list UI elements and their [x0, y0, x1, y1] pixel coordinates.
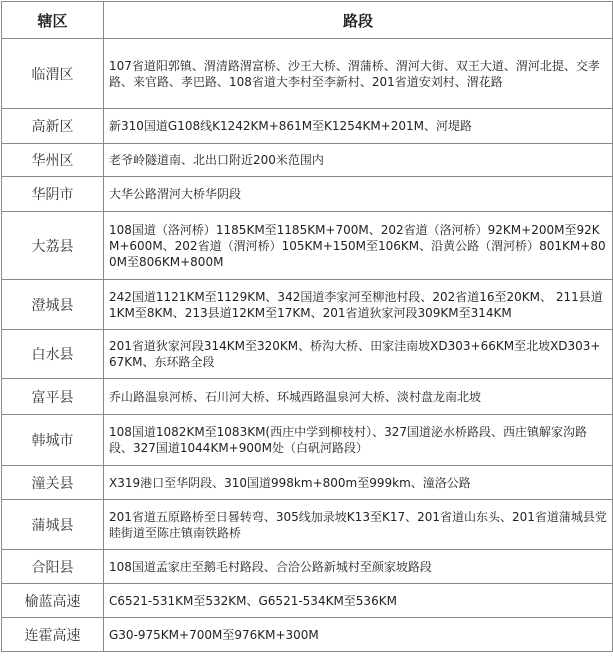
- header-district: 辖区: [2, 2, 104, 39]
- route-cell: X319港口至华阴段、310国道998km+800m至999km、潼洛公路: [104, 466, 613, 500]
- route-cell: G30-975KM+700M至976KM+300M: [104, 618, 613, 652]
- district-cell: 华阴市: [2, 177, 104, 212]
- table-row: [2, 109, 613, 144]
- route-cell: 大华公路渭河大桥华阴段: [104, 177, 613, 212]
- route-cell: 新310国道G108线K1242KM+861M至K1254KM+201M、河堤路: [104, 109, 613, 144]
- route-cell: 242国道1121KM至1129KM、342国道李家河至柳池村段、202省道16至20KM、 211县道1KM至8KM、213县道12KM至17KM、201省道狄家河段309KM至314KM: [104, 280, 613, 330]
- table-row: [2, 466, 613, 500]
- district-cell: 榆蓝高速: [2, 584, 104, 618]
- table-row: [2, 379, 613, 415]
- route-cell: 乔山路温泉河桥、石川河大桥、环城西路温泉河大桥、淡村盘龙南北坡: [104, 379, 613, 415]
- route-cell: 201省道狄家河段314KM至320KM、桥沟大桥、田家洼南坡XD303+66KM至北坡XD303+67KM、东环路全段: [104, 330, 613, 379]
- district-cell: 潼关县: [2, 466, 104, 500]
- district-cell: 大荔县: [2, 212, 104, 280]
- table-row: [2, 177, 613, 212]
- route-cell: 老爷岭隧道南、北出口附近200米范围内: [104, 144, 613, 177]
- table-row: [2, 280, 613, 330]
- district-cell: 华州区: [2, 144, 104, 177]
- district-cell: 澄城县: [2, 280, 104, 330]
- district-cell: 富平县: [2, 379, 104, 415]
- table-row: [2, 415, 613, 466]
- table-row: [2, 212, 613, 280]
- road-sections-table: [1, 1, 613, 652]
- route-cell: 108国道（洛河桥）1185KM至1185KM+700M、202省道（洛河桥）92KM+200M至92KM+600M、202省道（渭河桥）105KM+150M至106KM、沿黄公路（渭河桥）801KM+800M至806KM+800M: [104, 212, 613, 280]
- district-cell: 高新区: [2, 109, 104, 144]
- table-row: [2, 39, 613, 109]
- header-row: [2, 2, 613, 39]
- district-cell: 蒲城县: [2, 500, 104, 550]
- route-cell: C6521-531KM至532KM、G6521-534KM至536KM: [104, 584, 613, 618]
- table-row: [2, 550, 613, 584]
- route-cell: 201省道五原路桥至日晷转弯、305线加录坡K13至K17、201省道山东头、201省道蒲城县党睦街道至陈庄镇南铁路桥: [104, 500, 613, 550]
- route-cell: 107省道阳郭镇、渭清路渭富桥、沙王大桥、渭蒲桥、渭河大街、双王大道、渭河北提、交孝路、来官路、孝巴路、108省道大李村至李新村、201省道安刘村、渭花路: [104, 39, 613, 109]
- district-cell: 韩城市: [2, 415, 104, 466]
- table-row: [2, 584, 613, 618]
- district-cell: 白水县: [2, 330, 104, 379]
- header-route: 路段: [104, 2, 613, 39]
- route-cell: 108国道孟家庄至鹅毛村路段、合洽公路新城村至颜家坡路段: [104, 550, 613, 584]
- table-row: [2, 618, 613, 652]
- district-cell: 合阳县: [2, 550, 104, 584]
- district-cell: 临渭区: [2, 39, 104, 109]
- table-row: [2, 144, 613, 177]
- district-cell: 连霍高速: [2, 618, 104, 652]
- table-row: [2, 500, 613, 550]
- table-row: [2, 330, 613, 379]
- route-cell: 108国道1082KM至1083KM(西庄中学到柳枝村）、327国道泌水桥路段、西庄镇解家沟路段、327国道1044KM+900M处（白矾河路段）: [104, 415, 613, 466]
